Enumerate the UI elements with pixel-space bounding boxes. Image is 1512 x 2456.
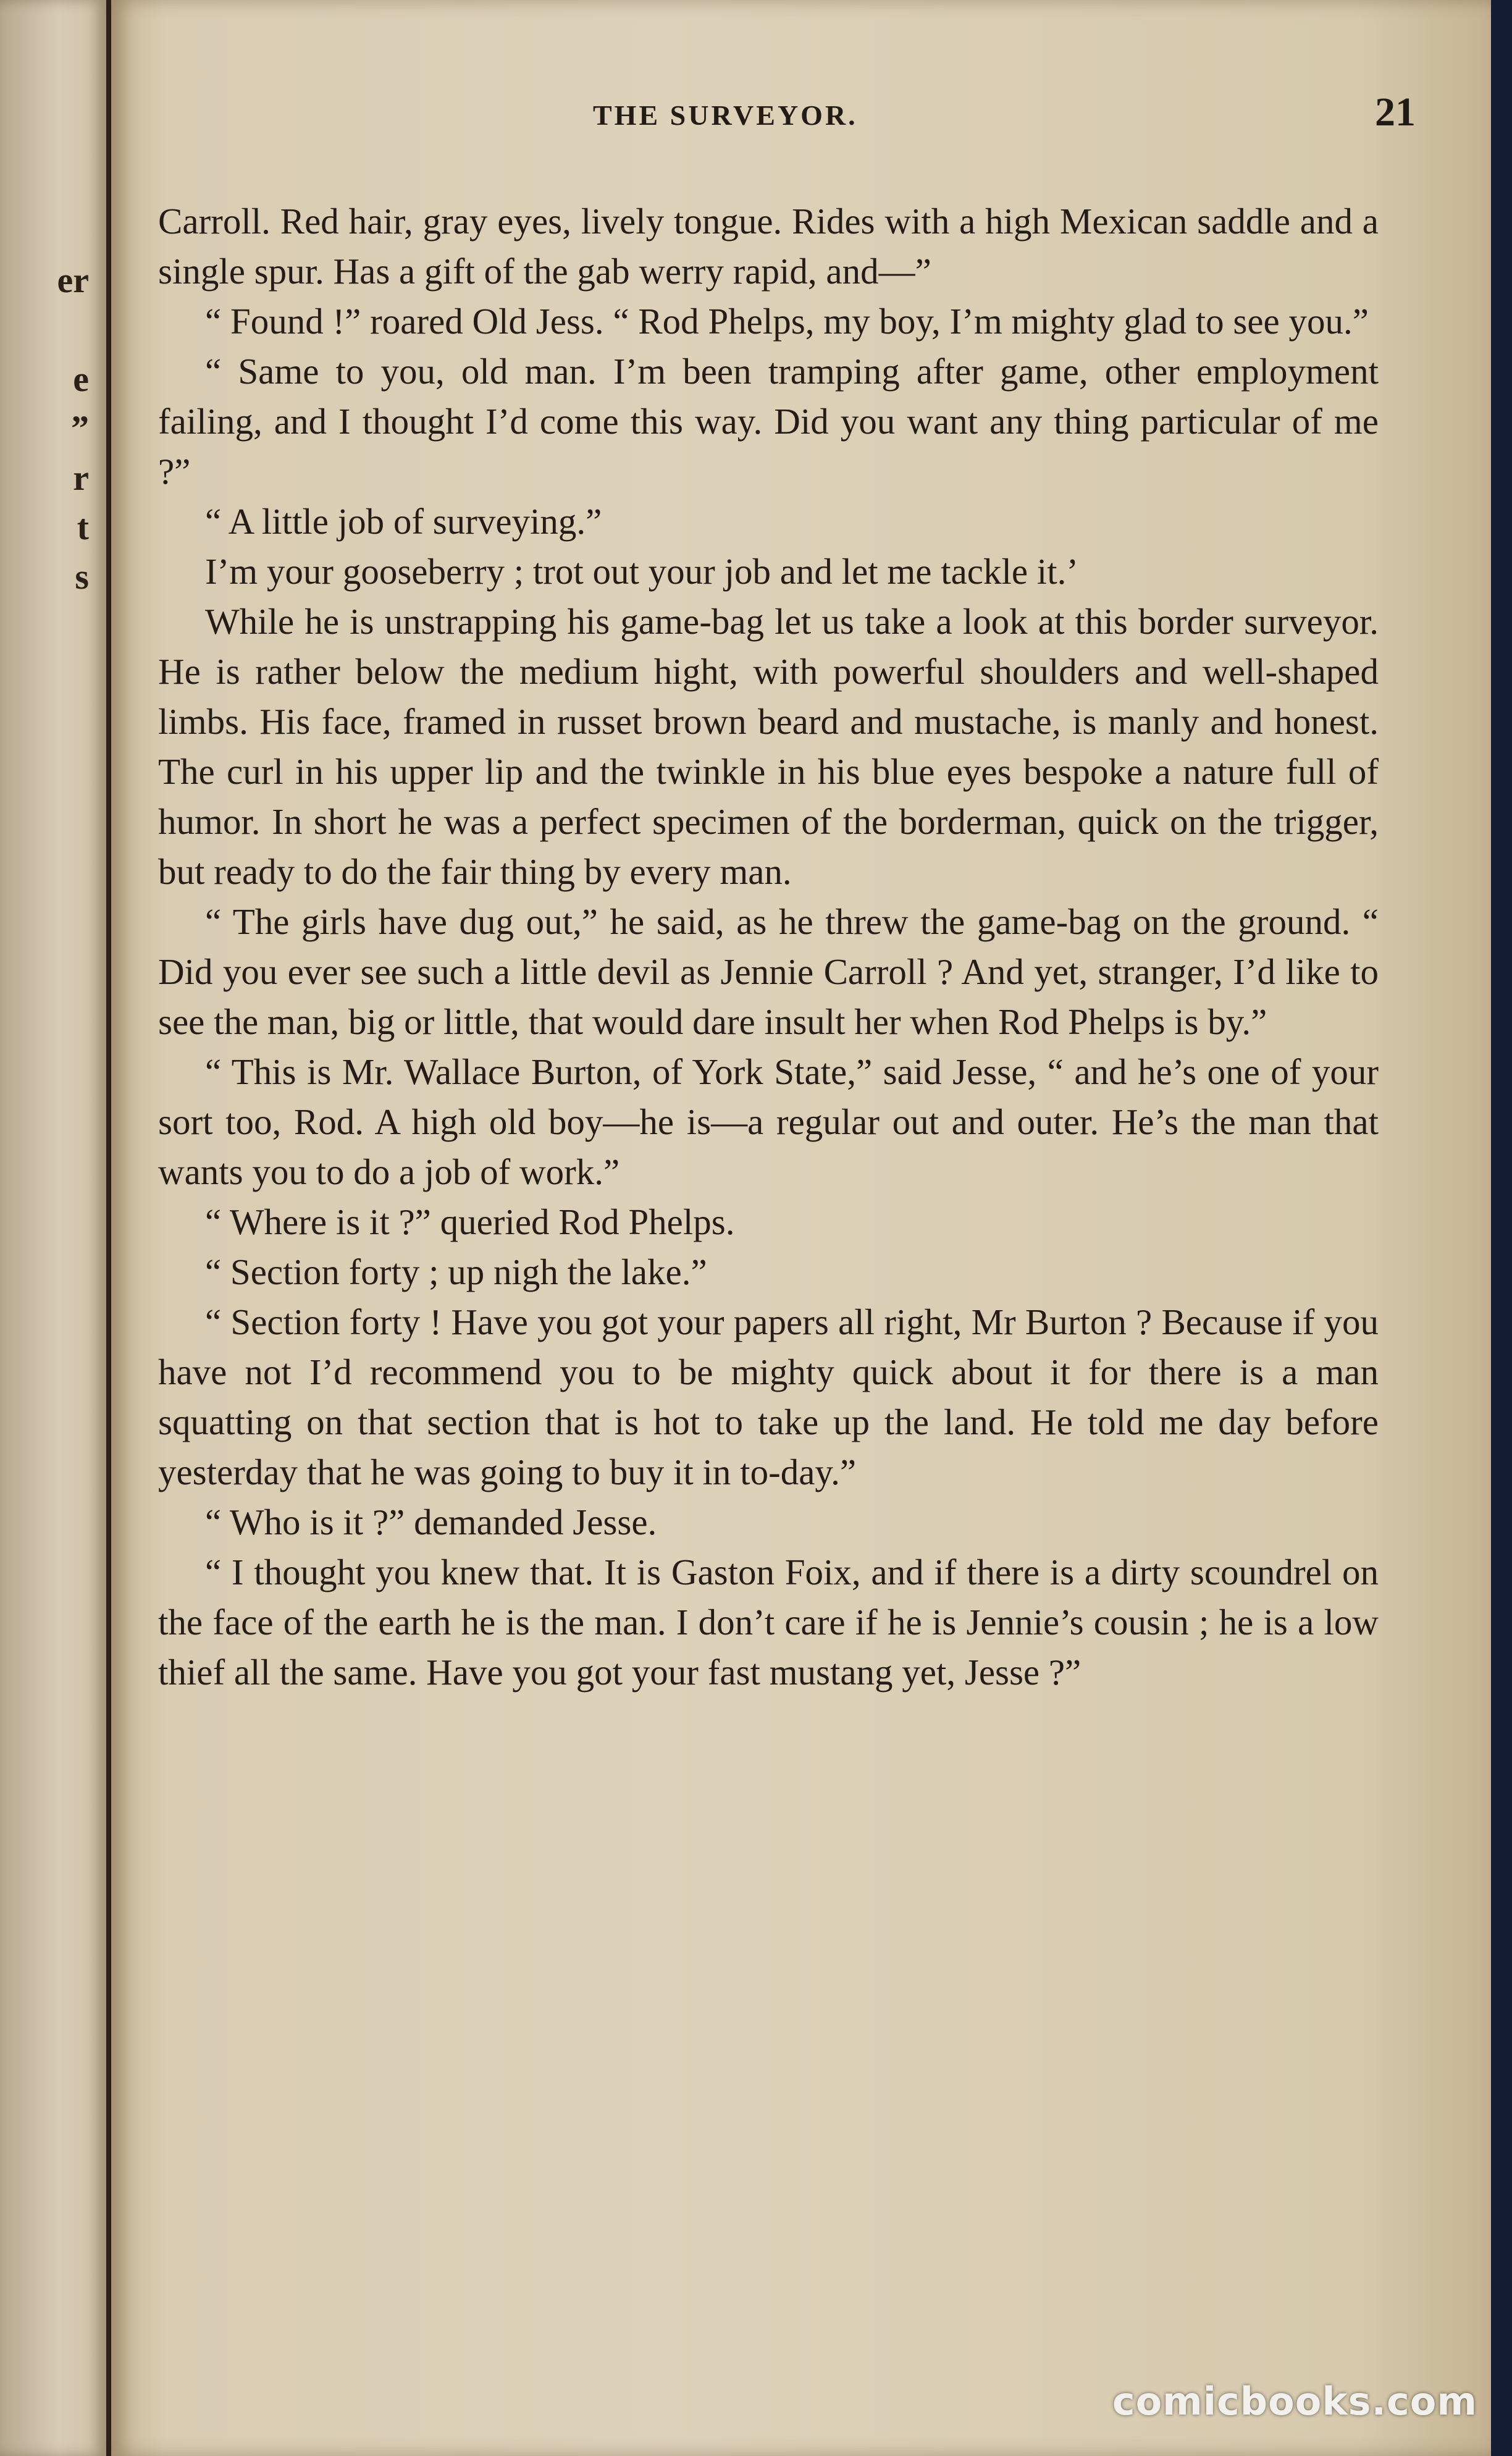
page-number: 21 bbox=[1375, 90, 1416, 135]
body-text bbox=[158, 196, 1379, 1697]
previous-page-fragment: er bbox=[57, 260, 89, 300]
paragraph: “ Found !” roared Old Jess. “ Rod Phelps, my boy, I’m mighty glad to see you.” bbox=[205, 301, 1369, 342]
running-head: THE SURVEYOR. bbox=[593, 99, 858, 131]
paragraph: “ The girls have dug out,” he said, as he threw the game-bag on the ground. “ Did you ever see such a little devil as Jennie Carroll ? And yet, stranger, I’d like to see the man, big or little, that would dare insult her when Rod Phelps is by.” bbox=[158, 901, 1379, 1042]
previous-page-fragment: s bbox=[75, 557, 89, 597]
paragraph: “ I thought you knew that. It is Gaston Foix, and if there is a dirty scoundrel on the face of the earth he is the man. I don’t care if he is Jennie’s cousin ; he is a low thief all the same. Have you got your fast mustang yet, Jesse ?” bbox=[158, 1552, 1379, 1693]
book-gutter bbox=[106, 0, 111, 2456]
paragraph: “ Where is it ?” queried Rod Phelps. bbox=[205, 1201, 735, 1242]
paragraph: “ This is Mr. Wallace Burton, of York State,” said Jesse, “ and he’s one of your sort too, Rod. A high old boy—he is—a regular out and outer. He’s the man that wants you to do a job of work.” bbox=[158, 1051, 1379, 1192]
previous-page-fragment: t bbox=[77, 507, 89, 547]
paragraph: “ Who is it ?” demanded Jesse. bbox=[205, 1502, 657, 1542]
paragraph: I’m your gooseberry ; trot out your job and let me tackle it.’ bbox=[205, 551, 1078, 592]
paragraph: “ Same to you, old man. I’m been tramping after game, other employment failing, and I thought I’d come this way. Did you want any thing particular of me ?” bbox=[158, 351, 1379, 492]
paragraph: “ Section forty ; up nigh the lake.” bbox=[205, 1251, 707, 1292]
paragraph: “ Section forty ! Have you got your papers all right, Mr Burton ? Because if you have not I’d recommend you to be mighty quick about it for there is a man squatting on that section that is hot to take up the land. He told me day before yesterday that he was going to buy it in to-day.” bbox=[158, 1302, 1379, 1492]
book-page bbox=[111, 0, 1491, 2456]
paragraph: “ A little job of surveying.” bbox=[205, 501, 602, 542]
previous-page-edge bbox=[0, 0, 106, 2456]
watermark: comicbooks.com bbox=[1112, 2379, 1477, 2424]
previous-page-fragment: r bbox=[73, 458, 89, 498]
paragraph: Carroll. Red hair, gray eyes, lively tongue. Rides with a high Mexican saddle and a single spur. Has a gift of the gab werry rapid, and—” bbox=[158, 201, 1379, 292]
previous-page-fragment: ” bbox=[71, 408, 89, 448]
previous-page-fragment: e bbox=[73, 359, 89, 399]
paragraph: While he is unstrapping his game-bag let us take a look at this border surveyor. He is rather below the medium hight, with powerful shoulders and well-shaped limbs. His face, framed in russet brown beard and mustache, is manly and honest. The curl in his upper lip and the twinkle in his blue eyes bespoke a nature full of humor. In short he was a perfect specimen of the borderman, quick on the trigger, but ready to do the fair thing by every man. bbox=[158, 601, 1379, 892]
